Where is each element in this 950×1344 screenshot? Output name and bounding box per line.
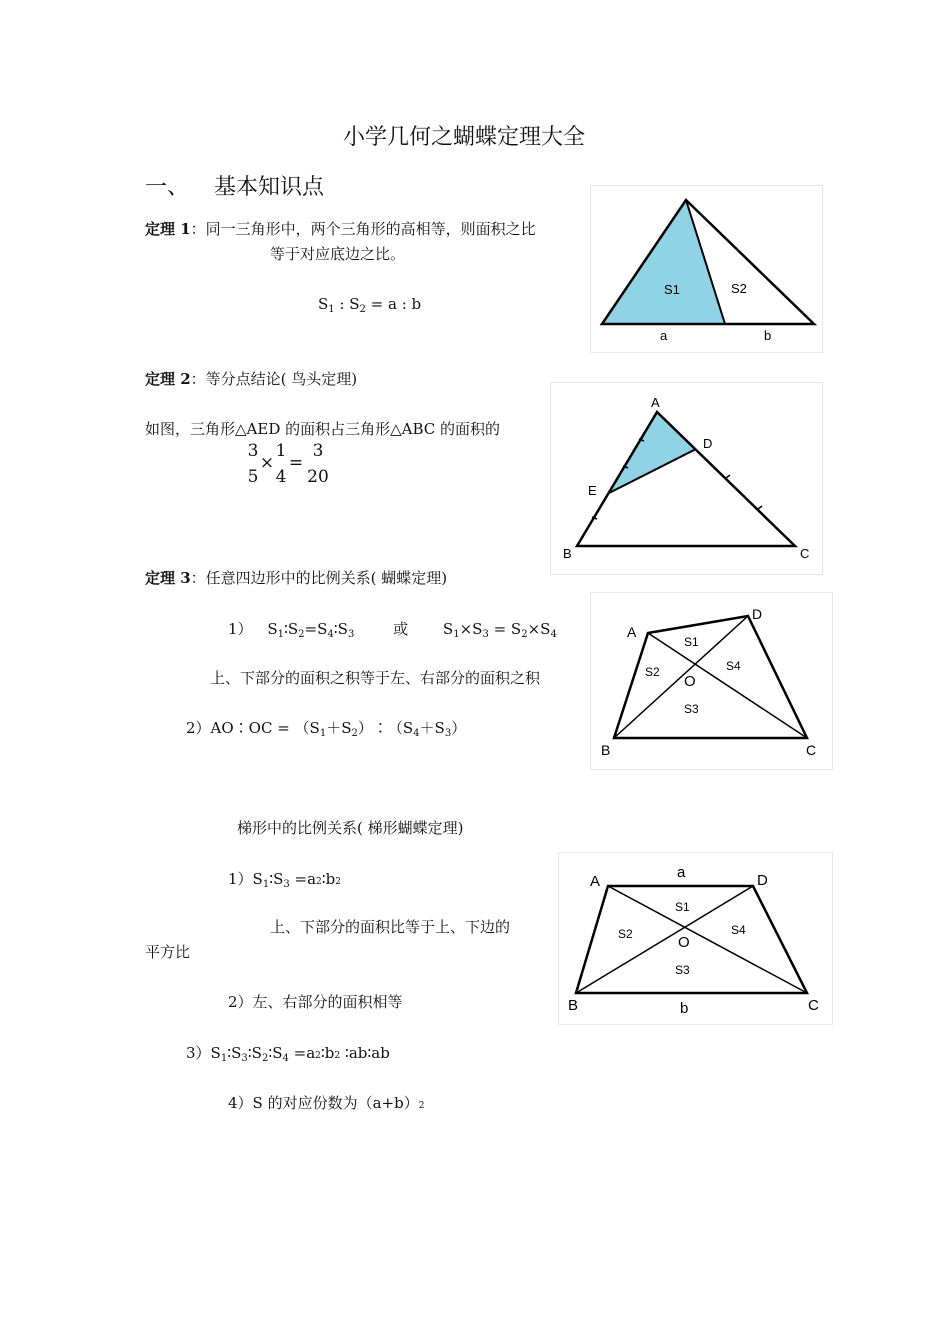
theorem-3-description: 上、下部分的面积之积等于左、右部分的面积之积 bbox=[210, 669, 541, 687]
center-o: O bbox=[684, 673, 696, 690]
label-b: b bbox=[764, 328, 772, 343]
label-s1: S1 bbox=[675, 900, 690, 914]
equals-sign: = bbox=[288, 453, 304, 473]
label-s2: S2 bbox=[731, 281, 747, 296]
fraction-3-5-den: 5 bbox=[247, 467, 259, 487]
label-a: a bbox=[677, 864, 686, 881]
vertex-c: C bbox=[808, 997, 819, 1014]
label-s4: S4 bbox=[726, 659, 741, 673]
trapezoid-formula-4: 4）S 的对应份数为（a+b）2 bbox=[228, 1094, 425, 1112]
vertex-e: E bbox=[588, 483, 597, 498]
center-o: O bbox=[678, 934, 690, 951]
vertex-c: C bbox=[806, 742, 817, 758]
label-s2: S2 bbox=[645, 665, 660, 679]
diagonal-ac bbox=[608, 886, 807, 993]
vertex-d: D bbox=[703, 436, 713, 451]
trapezoid-heading: 梯形中的比例关系( 梯形蝴蝶定理) bbox=[237, 819, 464, 837]
figure-trapezoid-butterfly bbox=[558, 852, 833, 1025]
theorem-2-text: ：等分点结论( 鸟头定理) bbox=[190, 370, 358, 388]
theorem-2-heading bbox=[145, 368, 357, 389]
theorem-2-description: 如图，三角形△AED 的面积占三角形△ABC 的面积的 bbox=[145, 420, 501, 438]
times-sign: × bbox=[259, 453, 275, 473]
theorem-3-text: ：任意四边形中的比例关系( 蝴蝶定理) bbox=[190, 569, 448, 587]
label-s1: S1 bbox=[684, 635, 699, 649]
label-s2: S2 bbox=[618, 927, 633, 941]
vertex-c: C bbox=[800, 546, 810, 561]
vertex-d: D bbox=[752, 606, 763, 622]
vertex-a: A bbox=[651, 395, 660, 410]
fraction-1-4-den: 4 bbox=[275, 467, 287, 487]
vertex-b: B bbox=[601, 742, 611, 758]
theorem-1-label: 定理 1 bbox=[145, 220, 191, 238]
vertex-a: A bbox=[590, 873, 601, 890]
theorem-3-formula-1: 1） $S_1∶S_2=S_4∶S_3$ 或 $S_1\times S_3 = S_2\times S_4$ bbox=[228, 620, 557, 640]
fraction-1-4-num: 1 bbox=[275, 441, 287, 461]
figure-triangle-ratio bbox=[590, 185, 823, 353]
theorem-1-text: ：同一三角形中，两个三角形的高相等，则面积之比 bbox=[190, 220, 536, 238]
label-s1: S1 bbox=[664, 282, 680, 297]
triangle-abc bbox=[577, 412, 795, 546]
vertex-a: A bbox=[627, 624, 637, 640]
label-a: a bbox=[660, 328, 668, 343]
fraction-3-20-num: 3 bbox=[312, 441, 324, 461]
section-label: 基本知识点 bbox=[214, 175, 325, 200]
figure-butterfly-quadrilateral bbox=[590, 592, 833, 770]
region-aed bbox=[609, 412, 696, 493]
trapezoid-formula-1: $1)S_1∶S_3$ =a2∶b2 bbox=[228, 870, 342, 890]
trapezoid-formula-2: 2）左、右部分的面积相等 bbox=[228, 993, 403, 1011]
label-s4: S4 bbox=[731, 923, 746, 937]
section-number: 一、 bbox=[145, 175, 190, 200]
trapezoid-outline bbox=[576, 886, 807, 993]
label-s3: S3 bbox=[675, 963, 690, 977]
theorem-2-label: 定理 2 bbox=[145, 370, 191, 388]
vertex-d: D bbox=[757, 872, 768, 889]
theorem-1-formula: $S_1$ : $S_2 = a$ : b bbox=[318, 295, 422, 315]
theorem-1-line-1 bbox=[145, 218, 536, 239]
fraction-3-20-den: 20 bbox=[307, 467, 329, 487]
vertex-b: B bbox=[568, 997, 579, 1014]
trapezoid-formula-3: $3)S_1∶S_3∶S_2∶S_4$ =a2∶b2 ∶ab∶ab bbox=[186, 1044, 390, 1064]
vertex-b: B bbox=[563, 546, 572, 561]
trapezoid-description-1: 上、下部分的面积比等于上、下边的 bbox=[270, 918, 511, 936]
theorem-3-label: 定理 3 bbox=[145, 569, 191, 587]
fraction-3-5-num: 3 bbox=[247, 441, 259, 461]
theorem-1-line-2: 等于对应底边之比。 bbox=[270, 245, 406, 263]
figure-bird-head bbox=[550, 382, 823, 575]
label-b: b bbox=[680, 1000, 689, 1017]
theorem-3-heading bbox=[145, 567, 447, 588]
page-title: 小学几何之蝴蝶定理大全 bbox=[343, 125, 586, 150]
trapezoid-description-2: 平方比 bbox=[145, 943, 191, 961]
section-heading bbox=[145, 170, 324, 201]
theorem-3-formula-2: 2）AO∶OC = $(S_1+S_2)∶(S_4+S_3)$ bbox=[186, 719, 467, 739]
label-s3: S3 bbox=[684, 702, 699, 716]
